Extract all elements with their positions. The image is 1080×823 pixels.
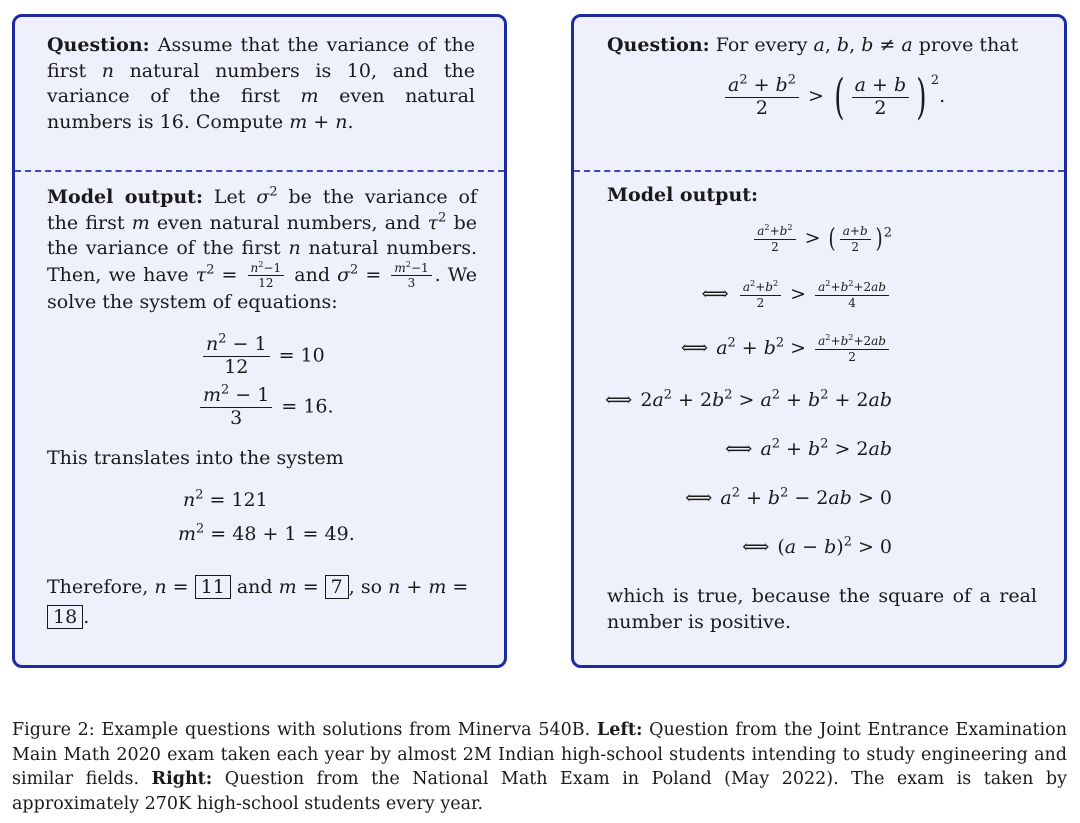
derivation-step-4: ⟺ $2a^2 + 2b^2 > a^2 + b^2 + 2ab$: [605, 387, 892, 411]
left-question-label: Question:: [47, 34, 150, 56]
answer-n-box: 11: [195, 575, 231, 599]
derivation-step-3: ⟺ $a^2 + b^2$ > $\frac{a^2+b^2+2ab}{2}$: [681, 335, 892, 363]
right-question: [607, 33, 1047, 59]
left-divider: [15, 170, 504, 172]
derivation-step-6: ⟺ $a^2 + b^2 - 2ab > 0$: [685, 485, 892, 509]
derivation-step-7: ⟺ $(a - b)^2 > 0$: [742, 534, 892, 558]
answer-sum-box: 18: [47, 605, 83, 629]
left-question: [47, 33, 475, 135]
caption-left-label: Left:: [596, 720, 643, 740]
answer-m-box: 7: [325, 575, 349, 599]
left-system-2: $m^2 = 48 + 1 = 49$.: [178, 521, 355, 545]
left-output-label: Model output:: [47, 186, 203, 208]
right-divider: [574, 170, 1064, 172]
derivation-step-5: ⟺ $a^2 + b^2 > 2ab$: [725, 436, 892, 460]
caption-left-text: Question from the Joint Entrance Examination Main Math 2020 exam taken each year by almost 2M Indian high-school students intending to study engineering and similar fields.: [12, 720, 1067, 789]
caption-right-text: Question from the National Math Exam in Poland (May 2022). The exam is taken by approximately 270K high-school students every year.: [12, 769, 1067, 814]
right-output-label: Model output:: [607, 184, 759, 206]
right-example-panel: [571, 14, 1067, 668]
derivation-step-1: $\frac{a^2+b^2}{2}$ > ( $\frac{a+b}{2}$ ) $^2$: [751, 225, 892, 253]
left-model-output: [47, 185, 477, 315]
right-statement: $\frac{a^2 + b^2}{2}$ > ( $\frac{a + b}{2}$ ) $^2$.: [722, 73, 945, 121]
left-question-text: Assume that the variance of the first n natural numbers is 10, and the variance of the first m even natural numbers is 16. Compute m + n.: [47, 34, 476, 133]
left-output-intro: Let $\sigma^2$ be the variance of the first m even natural numbers, and $\tau^2$ be the variance of the first n natural numbers. Then, we have $\tau^2$ = $\frac{n^2-1}{12}$ and $\sigma^2$ = $\frac{m^2-1}{3}$ . We solve the system of equations:: [47, 184, 478, 313]
right-question-label: Question:: [607, 34, 710, 56]
left-conclusion: Therefore, n = 11 and m = 7 , so n + m = 18 .: [47, 576, 469, 628]
left-equation-2: $\frac{m^2 - 1}{3}$ = 16.: [197, 386, 334, 429]
right-closing-text: which is true, because the square of a real number is positive.: [607, 585, 1037, 633]
caption-intro: Example questions with solutions from Minerva 540B.: [101, 720, 591, 740]
left-system-1: $n^2 = 121$: [183, 487, 268, 511]
derivation-step-2: ⟺ $\frac{a^2+b^2}{2}$ > $\frac{a^2+b^2+2ab}{4}$: [702, 281, 892, 309]
left-translates-text: This translates into the system: [47, 447, 344, 469]
caption-right-label: Right:: [151, 769, 213, 789]
figure-caption: [12, 718, 1067, 816]
left-conclusion-prefix: Therefore,: [47, 576, 149, 598]
caption-label: Figure 2:: [12, 720, 95, 740]
left-example-panel: [12, 14, 507, 668]
left-equation-1: $\frac{n^2 - 1}{12}$ = 10: [200, 335, 325, 378]
right-question-text: For every a, b, b ≠ a prove that: [715, 34, 1019, 56]
